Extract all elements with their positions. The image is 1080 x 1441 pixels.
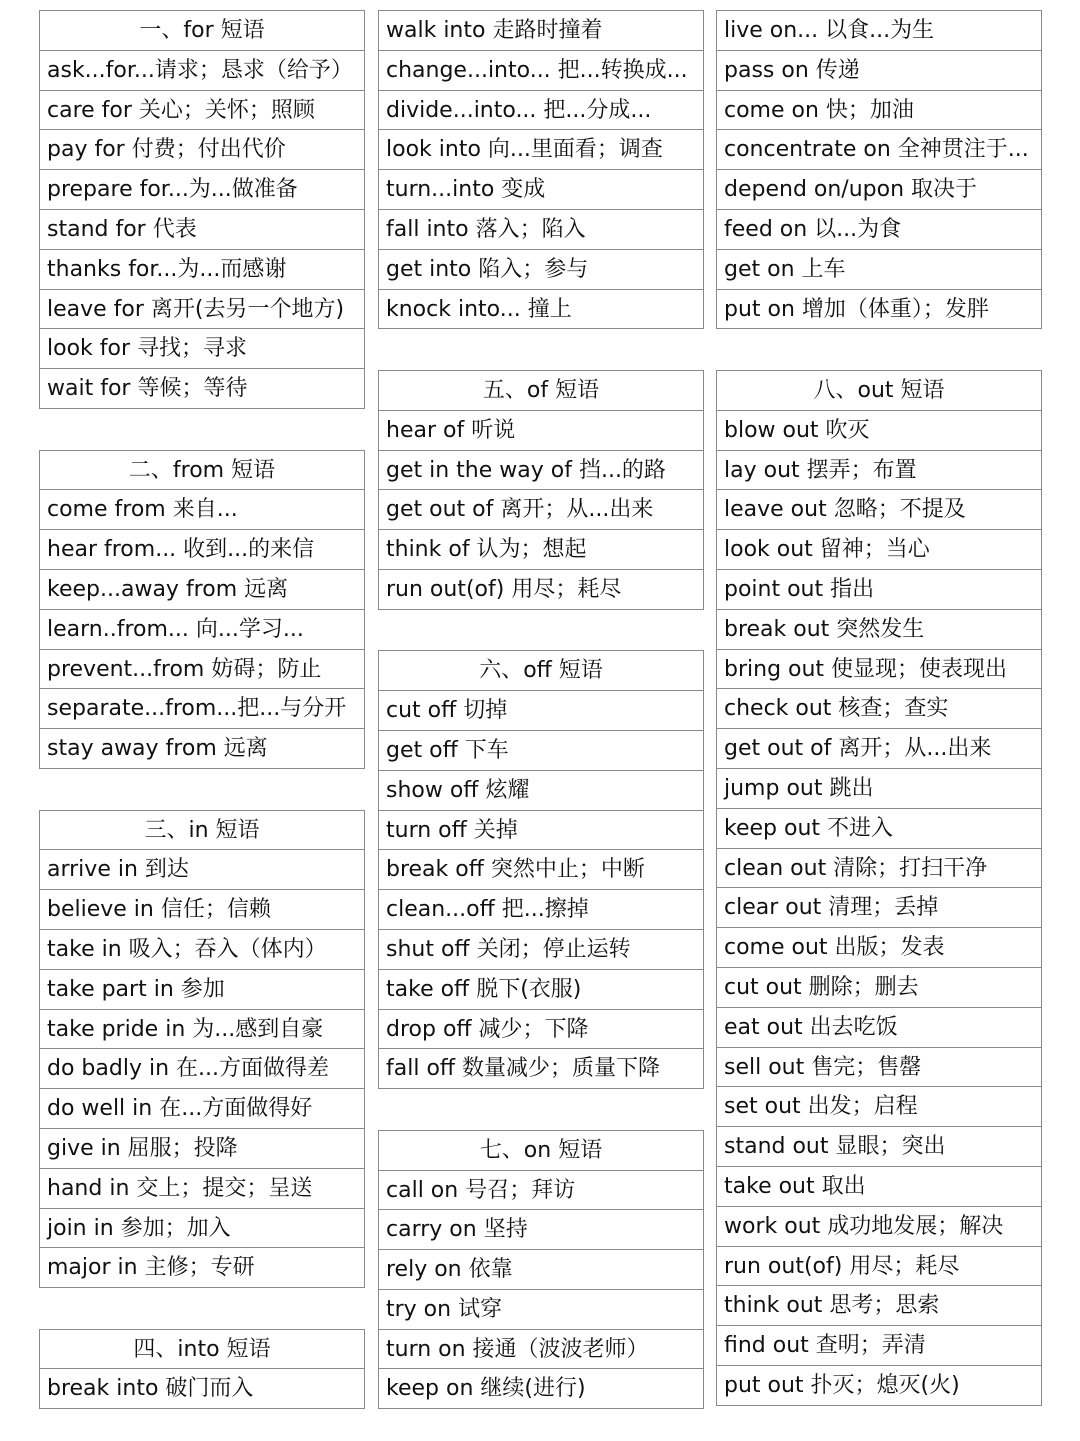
off-phrases-table	[378, 650, 704, 1089]
table-row: knock into... 撞上	[379, 290, 703, 330]
table-row: care for 关心；关怀；照顾	[40, 91, 364, 131]
table-row: set out 出发；启程	[717, 1087, 1041, 1127]
table-row: get into 陷入；参与	[379, 250, 703, 290]
table-row: hear from... 收到...的来信	[40, 530, 364, 570]
table-row: believe in 信任；信赖	[40, 890, 364, 930]
column-2	[378, 10, 704, 1409]
table-row: eat out 出去吃饭	[717, 1008, 1041, 1048]
table-row: come out 出版；发表	[717, 928, 1041, 968]
table-row: hear of 听说	[379, 411, 703, 451]
table-row: depend on/upon 取决于	[717, 170, 1041, 210]
table-row: get off 下车	[379, 731, 703, 771]
table-row: fall off 数量减少；质量下降	[379, 1049, 703, 1089]
table-row: blow out 吹灭	[717, 411, 1041, 451]
for-phrases-table	[39, 10, 365, 409]
table-row: join in 参加；加入	[40, 1209, 364, 1249]
table-row: think of 认为；想起	[379, 530, 703, 570]
table-row: prevent...from 妨碍；防止	[40, 650, 364, 690]
table-row: do badly in 在...方面做得差	[40, 1049, 364, 1089]
table-title: 四、into 短语	[40, 1330, 364, 1370]
table-row: get in the way of 挡...的路	[379, 451, 703, 491]
table-row: lay out 摆弄；布置	[717, 451, 1041, 491]
table-title: 一、for 短语	[40, 11, 364, 51]
table-row: stand for 代表	[40, 210, 364, 250]
table-row: break off 突然中止；中断	[379, 850, 703, 890]
table-row: run out(of) 用尽；耗尽	[379, 570, 703, 610]
table-row: separate...from...把...与分开	[40, 689, 364, 729]
table-row: break out 突然发生	[717, 610, 1041, 650]
table-row: wait for 等候；等待	[40, 369, 364, 409]
table-row: check out 核查；查实	[717, 689, 1041, 729]
table-row: call on 号召；拜访	[379, 1171, 703, 1211]
table-row: show off 炫耀	[379, 771, 703, 811]
column-3	[716, 10, 1042, 1406]
table-row: look out 留神；当心	[717, 530, 1041, 570]
table-row: put out 扑灭；熄灭(火)	[717, 1366, 1041, 1406]
table-row: major in 主修；专研	[40, 1248, 364, 1288]
table-row: rely on 依靠	[379, 1250, 703, 1290]
table-row: do well in 在...方面做得好	[40, 1089, 364, 1129]
table-title: 二、from 短语	[40, 451, 364, 491]
table-row: run out(of) 用尽；耗尽	[717, 1247, 1041, 1287]
table-row: turn off 关掉	[379, 811, 703, 851]
table-title: 五、of 短语	[379, 371, 703, 411]
table-row: keep out 不进入	[717, 809, 1041, 849]
table-row: fall into 落入；陷入	[379, 210, 703, 250]
table-row: turn...into 变成	[379, 170, 703, 210]
table-row: walk into 走路时撞着	[379, 11, 703, 51]
table-row: take pride in 为...感到自豪	[40, 1010, 364, 1050]
column-1	[39, 10, 365, 1409]
table-row: come on 快；加油	[717, 91, 1041, 131]
table-row: get out of 离开；从...出来	[717, 729, 1041, 769]
table-title: 三、in 短语	[40, 811, 364, 851]
table-row: feed on 以...为食	[717, 210, 1041, 250]
table-row: sell out 售完；售罄	[717, 1048, 1041, 1088]
table-row: put on 增加（体重）；发胖	[717, 290, 1041, 330]
table-row: thanks for...为...而感谢	[40, 250, 364, 290]
table-row: come from 来自...	[40, 490, 364, 530]
table-row: keep...away from 远离	[40, 570, 364, 610]
into-phrases-continued-table	[378, 10, 704, 329]
table-row: look for 寻找；寻求	[40, 329, 364, 369]
table-row: cut off 切掉	[379, 691, 703, 731]
table-title: 六、off 短语	[379, 651, 703, 691]
on-phrases-table	[378, 1130, 704, 1410]
table-row: bring out 使显现；使表现出	[717, 650, 1041, 690]
table-row: think out 思考；思索	[717, 1286, 1041, 1326]
table-row: prepare for...为...做准备	[40, 170, 364, 210]
table-row: pay for 付费；付出代价	[40, 130, 364, 170]
table-row: take part in 参加	[40, 970, 364, 1010]
table-row: find out 查明；弄清	[717, 1326, 1041, 1366]
on-phrases-continued-table	[716, 10, 1042, 329]
table-row: divide...into... 把...分成...	[379, 91, 703, 131]
table-title: 七、on 短语	[379, 1131, 703, 1171]
table-row: try on 试穿	[379, 1290, 703, 1330]
table-row: look into 向...里面看；调查	[379, 130, 703, 170]
table-row: keep on 继续(进行)	[379, 1369, 703, 1409]
table-row: take out 取出	[717, 1167, 1041, 1207]
table-row: ask...for...请求；恳求（给予）	[40, 51, 364, 91]
table-row: get out of 离开；从...出来	[379, 490, 703, 530]
out-phrases-table	[716, 370, 1042, 1406]
table-row: leave out 忽略；不提及	[717, 490, 1041, 530]
table-row: learn..from... 向...学习...	[40, 610, 364, 650]
table-row: break into 破门而入	[40, 1369, 364, 1409]
table-row: work out 成功地发展；解决	[717, 1207, 1041, 1247]
table-row: live on... 以食...为生	[717, 11, 1041, 51]
table-row: carry on 坚持	[379, 1210, 703, 1250]
table-row: stay away from 远离	[40, 729, 364, 769]
table-row: point out 指出	[717, 570, 1041, 610]
table-title: 八、out 短语	[717, 371, 1041, 411]
table-row: change...into... 把...转换成...	[379, 51, 703, 91]
in-phrases-table	[39, 810, 365, 1289]
of-phrases-table	[378, 370, 704, 610]
table-row: clear out 清理；丢掉	[717, 888, 1041, 928]
table-row: give in 屈服；投降	[40, 1129, 364, 1169]
table-row: take in 吸入；吞入（体内）	[40, 930, 364, 970]
table-row: concentrate on 全神贯注于...	[717, 130, 1041, 170]
table-row: drop off 减少；下降	[379, 1010, 703, 1050]
table-row: leave for 离开(去另一个地方)	[40, 290, 364, 330]
table-row: clean out 清除；打扫干净	[717, 849, 1041, 889]
from-phrases-table	[39, 450, 365, 769]
table-row: get on 上车	[717, 250, 1041, 290]
table-row: shut off 关闭；停止运转	[379, 930, 703, 970]
table-row: pass on 传递	[717, 51, 1041, 91]
table-row: cut out 删除；删去	[717, 968, 1041, 1008]
table-row: take off 脱下(衣服)	[379, 970, 703, 1010]
table-row: hand in 交上；提交；呈送	[40, 1169, 364, 1209]
table-row: turn on 接通（波波老师）	[379, 1330, 703, 1370]
into-phrases-table	[39, 1329, 365, 1410]
table-row: stand out 显眼；突出	[717, 1127, 1041, 1167]
table-row: jump out 跳出	[717, 769, 1041, 809]
table-row: arrive in 到达	[40, 850, 364, 890]
table-row: clean...off 把...擦掉	[379, 890, 703, 930]
